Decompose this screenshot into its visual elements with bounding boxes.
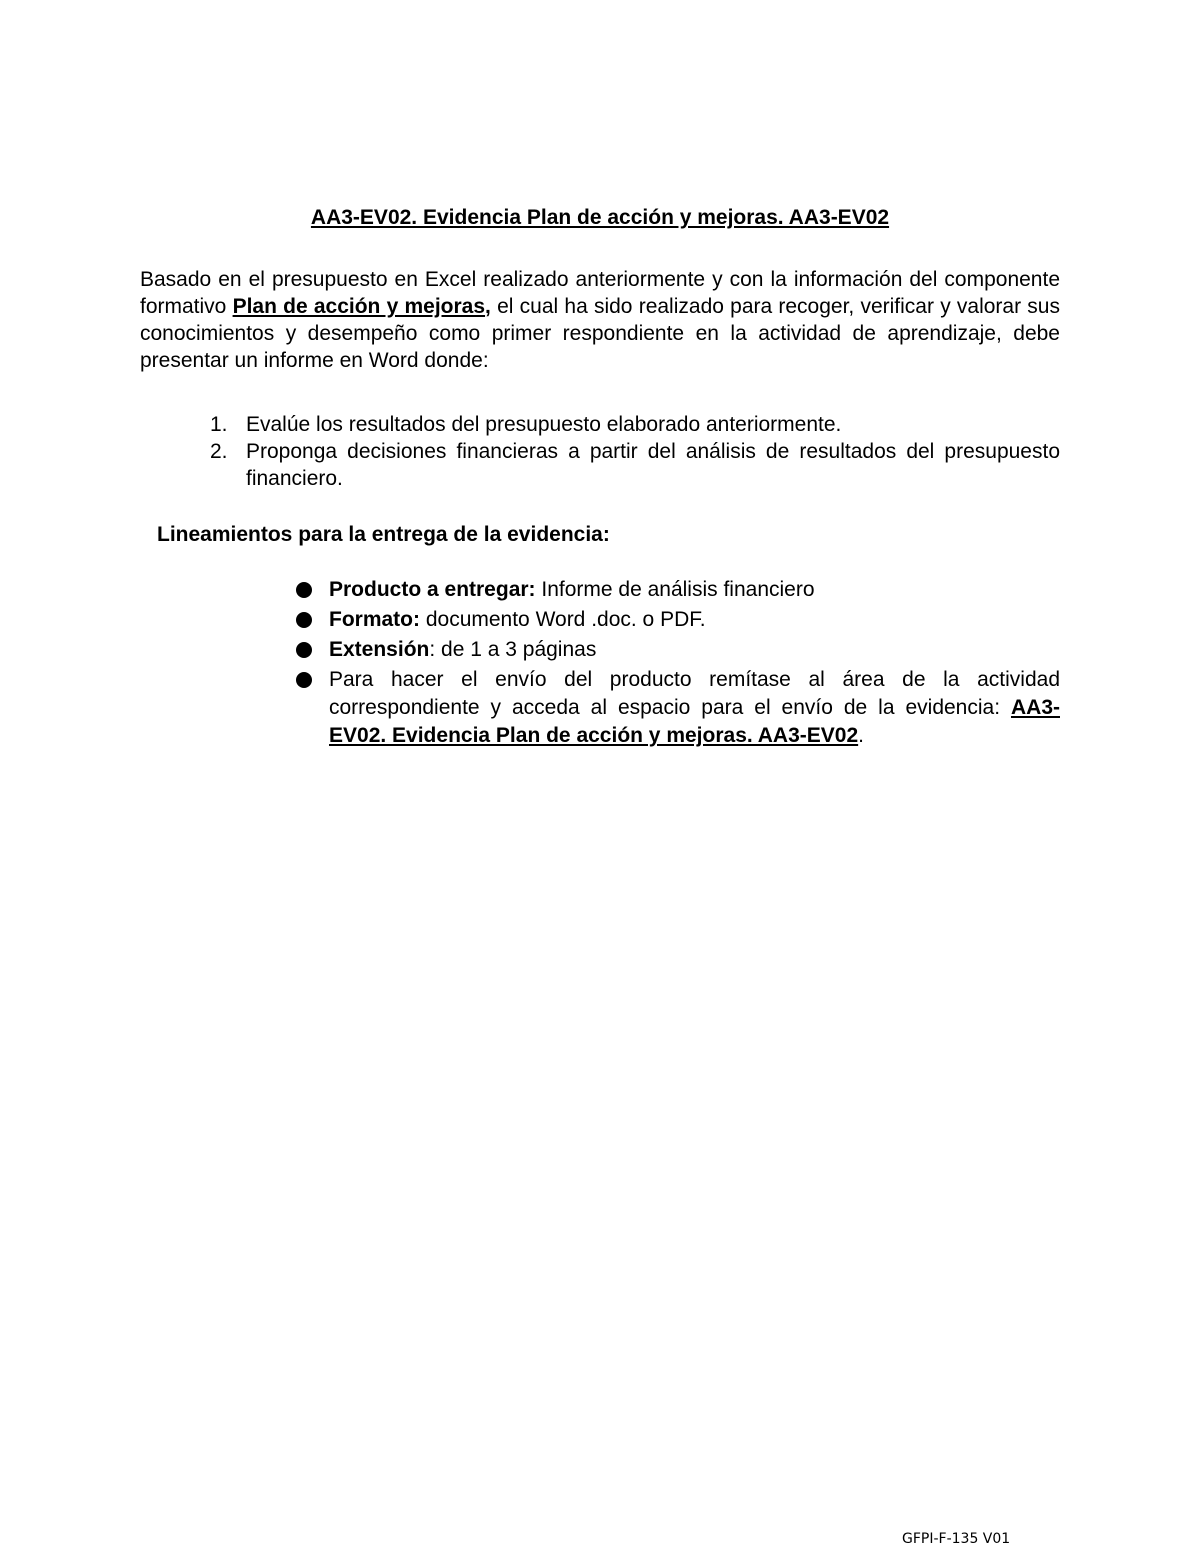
intro-paragraph <box>140 266 1060 374</box>
list-item <box>296 666 1060 750</box>
intro-comma: , <box>485 295 491 318</box>
bullet-text: documento Word .doc. o PDF. <box>420 608 706 631</box>
step-text: Proponga decisiones financieras a partir del análisis de resultados del presupuesto financiero. <box>246 440 1060 490</box>
intro-text-part2: el cual ha sido realizado para recoger, verificar y valorar sus conocimientos y desempeño como primer respondiente en la actividad de aprendizaje, debe presentar un informe en Word donde: <box>140 295 1060 372</box>
bullet-text: Para hacer el envío del producto remítase al área de la actividad correspondiente y acceda al espacio para el envío de la evidencia: <box>329 668 1060 719</box>
list-item <box>140 438 1060 492</box>
bullet-end-period: . <box>858 724 864 747</box>
guidelines-list <box>296 576 1060 752</box>
list-item <box>296 636 1060 664</box>
bullet-text: : de 1 a 3 páginas <box>429 638 597 661</box>
bullet-dot-icon <box>296 642 312 658</box>
bullet-label: Producto a entregar: <box>329 578 536 601</box>
form-code: GFPI-F-135 V01 <box>902 1531 1011 1547</box>
guidelines-heading: Lineamientos para la entrega de la evidencia: <box>157 523 610 546</box>
step-text: Evalúe los resultados del presupuesto elaborado anteriormente. <box>246 413 842 436</box>
document-title: AA3-EV02. Evidencia Plan de acción y mejoras. AA3-EV02 <box>310 206 890 229</box>
bullet-label: Extensión <box>329 638 430 661</box>
step-number: 2. <box>210 440 228 463</box>
steps-list <box>140 411 1060 492</box>
list-item <box>296 576 1060 604</box>
bullet-text: Informe de análisis financiero <box>535 578 815 601</box>
bullet-dot-icon <box>296 672 312 688</box>
intro-text-part1: Basado en el presupuesto en Excel realizado anteriormente y con la información del componente formativo <box>140 268 1060 318</box>
step-number: 1. <box>210 413 228 436</box>
list-item <box>140 411 1060 438</box>
intro-highlight-component: Plan de acción y mejoras <box>232 295 486 318</box>
bullet-dot-icon <box>296 582 312 598</box>
list-item <box>296 606 1060 634</box>
bullet-label: Formato: <box>329 608 420 631</box>
bullet-dot-icon <box>296 612 312 628</box>
evidence-link[interactable]: AA3-EV02. Evidencia Plan de acción y mejoras. AA3-EV02 <box>329 696 1060 747</box>
